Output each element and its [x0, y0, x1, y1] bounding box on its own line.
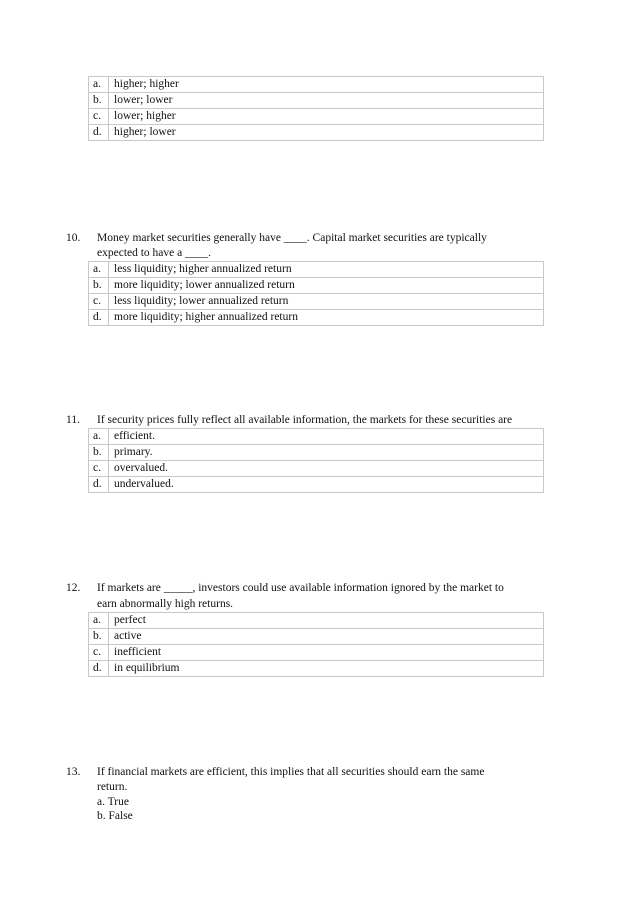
option-letter: c. [89, 294, 109, 310]
option-row[interactable] [89, 278, 544, 294]
q11-options-table [88, 428, 544, 493]
question-text-line1: If markets are _____, investors could use available information ignored by the market to [97, 582, 504, 594]
option-text: in equilibrium [109, 661, 544, 677]
option-row[interactable] [89, 125, 544, 141]
option-text: efficient. [109, 429, 544, 445]
option-text: more liquidity; higher annualized return [109, 310, 544, 326]
option-text: overvalued. [109, 461, 544, 477]
option-row[interactable] [89, 294, 544, 310]
option-letter: a. [89, 262, 109, 278]
option-text: more liquidity; lower annualized return [109, 278, 544, 294]
q12-options-table [88, 612, 544, 677]
option-letter: b. [89, 278, 109, 294]
option-false[interactable]: b. False [97, 810, 133, 822]
question-text-line1: Money market securities generally have ____. Capital market securities are typically [97, 232, 487, 244]
option-letter: b. [89, 629, 109, 645]
option-row[interactable] [89, 93, 544, 109]
option-letter: a. [89, 429, 109, 445]
option-row[interactable] [89, 310, 544, 326]
option-row[interactable] [89, 645, 544, 661]
option-text: less liquidity; higher annualized return [109, 262, 544, 278]
option-text: primary. [109, 445, 544, 461]
question-number: 11. [66, 414, 80, 426]
option-letter: d. [89, 125, 109, 141]
option-text: perfect [109, 613, 544, 629]
option-row[interactable] [89, 262, 544, 278]
option-row[interactable] [89, 461, 544, 477]
option-row[interactable] [89, 629, 544, 645]
option-text: lower; lower [109, 93, 544, 109]
question-text-line2: return. [97, 781, 128, 793]
question-text-line2: earn abnormally high returns. [97, 598, 234, 610]
question-number: 12. [66, 582, 81, 594]
option-text: inefficient [109, 645, 544, 661]
option-letter: a. [89, 613, 109, 629]
option-row[interactable] [89, 429, 544, 445]
option-letter: b. [89, 93, 109, 109]
option-letter: d. [89, 310, 109, 326]
option-row[interactable] [89, 445, 544, 461]
q9-options-table [88, 76, 544, 141]
option-text: higher; higher [109, 77, 544, 93]
question-number: 10. [66, 232, 81, 244]
option-letter: b. [89, 445, 109, 461]
option-row[interactable] [89, 77, 544, 93]
q10-options-table [88, 261, 544, 326]
option-text: active [109, 629, 544, 645]
option-letter: d. [89, 477, 109, 493]
option-row[interactable] [89, 109, 544, 125]
option-row[interactable] [89, 661, 544, 677]
option-letter: d. [89, 661, 109, 677]
option-text: lower; higher [109, 109, 544, 125]
option-letter: c. [89, 461, 109, 477]
option-letter: c. [89, 645, 109, 661]
option-text: less liquidity; lower annualized return [109, 294, 544, 310]
option-text: higher; lower [109, 125, 544, 141]
question-text-line1: If financial markets are efficient, this implies that all securities should earn the same [97, 766, 485, 778]
option-row[interactable] [89, 477, 544, 493]
option-letter: a. [89, 77, 109, 93]
question-number: 13. [66, 766, 81, 778]
option-true[interactable]: a. True [97, 796, 129, 808]
option-letter: c. [89, 109, 109, 125]
question-text-line1: If security prices fully reflect all available information, the markets for these securities are [97, 414, 513, 426]
question-text-line2: expected to have a ____. [97, 247, 211, 259]
option-row[interactable] [89, 613, 544, 629]
option-text: undervalued. [109, 477, 544, 493]
